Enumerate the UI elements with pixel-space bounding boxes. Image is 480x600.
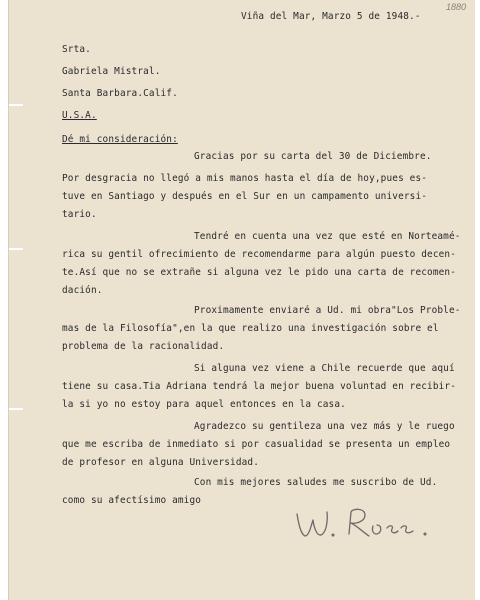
place-date: Viña del Mar, Marzo 5 de 1948.- — [241, 11, 421, 22]
body-line: Si alguna vez viene a Chile recuerde que aquí — [194, 363, 455, 374]
recipient-city: Santa Barbara.Calif. — [62, 88, 178, 99]
body-line: como su afectísimo amigo — [62, 495, 202, 506]
page-edge-mark — [9, 248, 23, 250]
body-line: Agradezco su gentileza una vez más y le ruego — [194, 421, 455, 432]
recipient-title: Srta. — [62, 44, 91, 55]
body-line: rica su gentil ofrecimiento de recomendarme para algún puesto decen- — [62, 249, 457, 260]
body-line: Por desgracia no llegó a mis manos hasta el día de hoy,pues es- — [62, 173, 428, 184]
salutation: Dé mi consideración: — [62, 134, 178, 145]
recipient-name: Gabriela Mistral. — [62, 66, 161, 77]
body-line: Proximamente enviaré a Ud. mi obra"Los Proble- — [194, 305, 461, 316]
body-line: tiene su casa.Tia Adriana tendrá la mejor buena voluntad en recibir- — [62, 381, 457, 392]
archive-number: 1880 — [446, 2, 467, 12]
page-edge-mark — [9, 408, 23, 410]
body-line: te.Así que no se extrañe si alguna vez le pido una carta de recomen- — [62, 267, 457, 278]
body-line: Con mis mejores saludes me suscribo de Ud. — [194, 477, 438, 488]
body-line: Gracias por su carta del 30 de Diciembre. — [194, 151, 432, 162]
recipient-country: U.S.A. — [62, 110, 97, 121]
handwritten-signature — [291, 498, 441, 548]
body-line: problema de la racionalidad. — [62, 341, 225, 352]
page-edge-mark — [9, 104, 23, 106]
body-line: mas de la Filosofía",en la que realizo una investigación sobre el — [62, 323, 439, 334]
body-line: que me escriba de inmediato si por casualidad se presenta un empleo — [62, 439, 451, 450]
body-line: la si yo no estoy para aquel entonces en la casa. — [62, 399, 346, 410]
body-line: de profesor en alguna Universidad. — [62, 457, 260, 468]
body-line: dación. — [62, 285, 103, 296]
body-line: tuve en Santiago y después en el Sur en un campamento universi- — [62, 191, 428, 202]
letter-page — [8, 0, 475, 600]
body-line: Tendré en cuenta una vez que esté en Norteamé- — [194, 231, 461, 242]
body-line: tario. — [62, 209, 97, 220]
